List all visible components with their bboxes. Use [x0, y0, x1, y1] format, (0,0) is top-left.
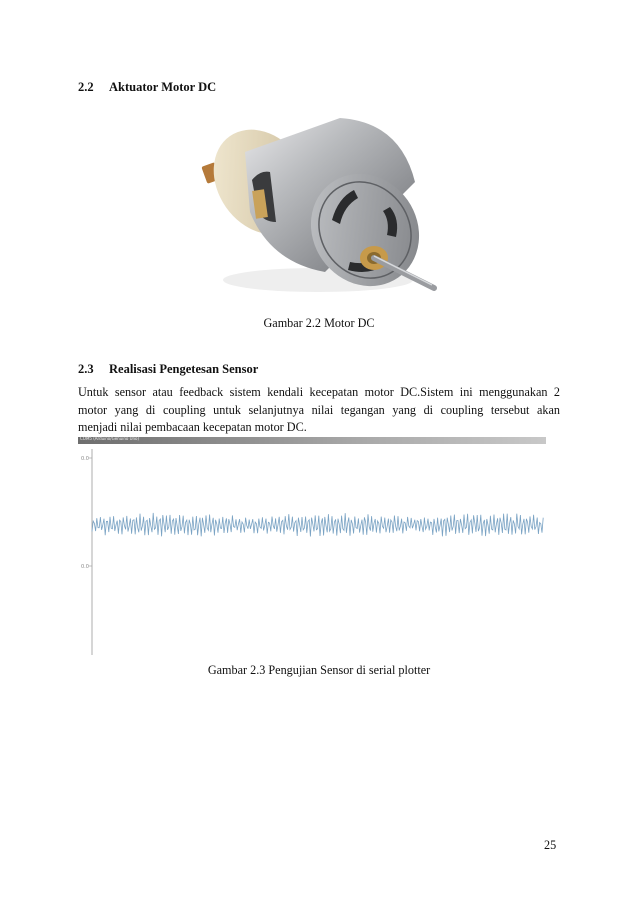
- section-heading-2-3: [78, 362, 258, 377]
- paragraph-line: menjadi nilai pembacaan kecepatan motor DC.: [78, 420, 307, 434]
- plotter-y-tick-label-mid: 0.0: [81, 564, 89, 570]
- section-number: 2.3: [78, 362, 94, 376]
- plotter-signal-line: [92, 513, 543, 537]
- paragraph-line: motor yang di coupling untuk selanjutnya nilai tegangan yang di coupling tersebut akan: [78, 402, 560, 417]
- section-title: Aktuator Motor DC: [109, 80, 217, 94]
- plotter-window-title: COM5 (Arduino/Genuino Uno): [80, 436, 140, 441]
- serial-plotter-screenshot: [78, 437, 546, 659]
- figure-2-2-caption: Gambar 2.2 Motor DC: [263, 316, 375, 330]
- plotter-canvas: [78, 437, 546, 659]
- body-paragraph: [78, 384, 560, 437]
- dc-motor-image: [190, 112, 440, 302]
- section-heading-2-2: [78, 80, 216, 95]
- section-number: 2.2: [78, 80, 94, 94]
- section-title: Realisasi Pengetesan Sensor: [109, 362, 259, 376]
- plotter-y-tick-label-top: 0.0: [81, 456, 89, 462]
- page-number: 25: [544, 838, 557, 852]
- figure-2-3-caption: Gambar 2.3 Pengujian Sensor di serial plotter: [207, 663, 431, 677]
- paragraph-line: Untuk sensor atau feedback sistem kendali kecepatan motor DC.Sistem ini menggunakan 2: [78, 385, 560, 399]
